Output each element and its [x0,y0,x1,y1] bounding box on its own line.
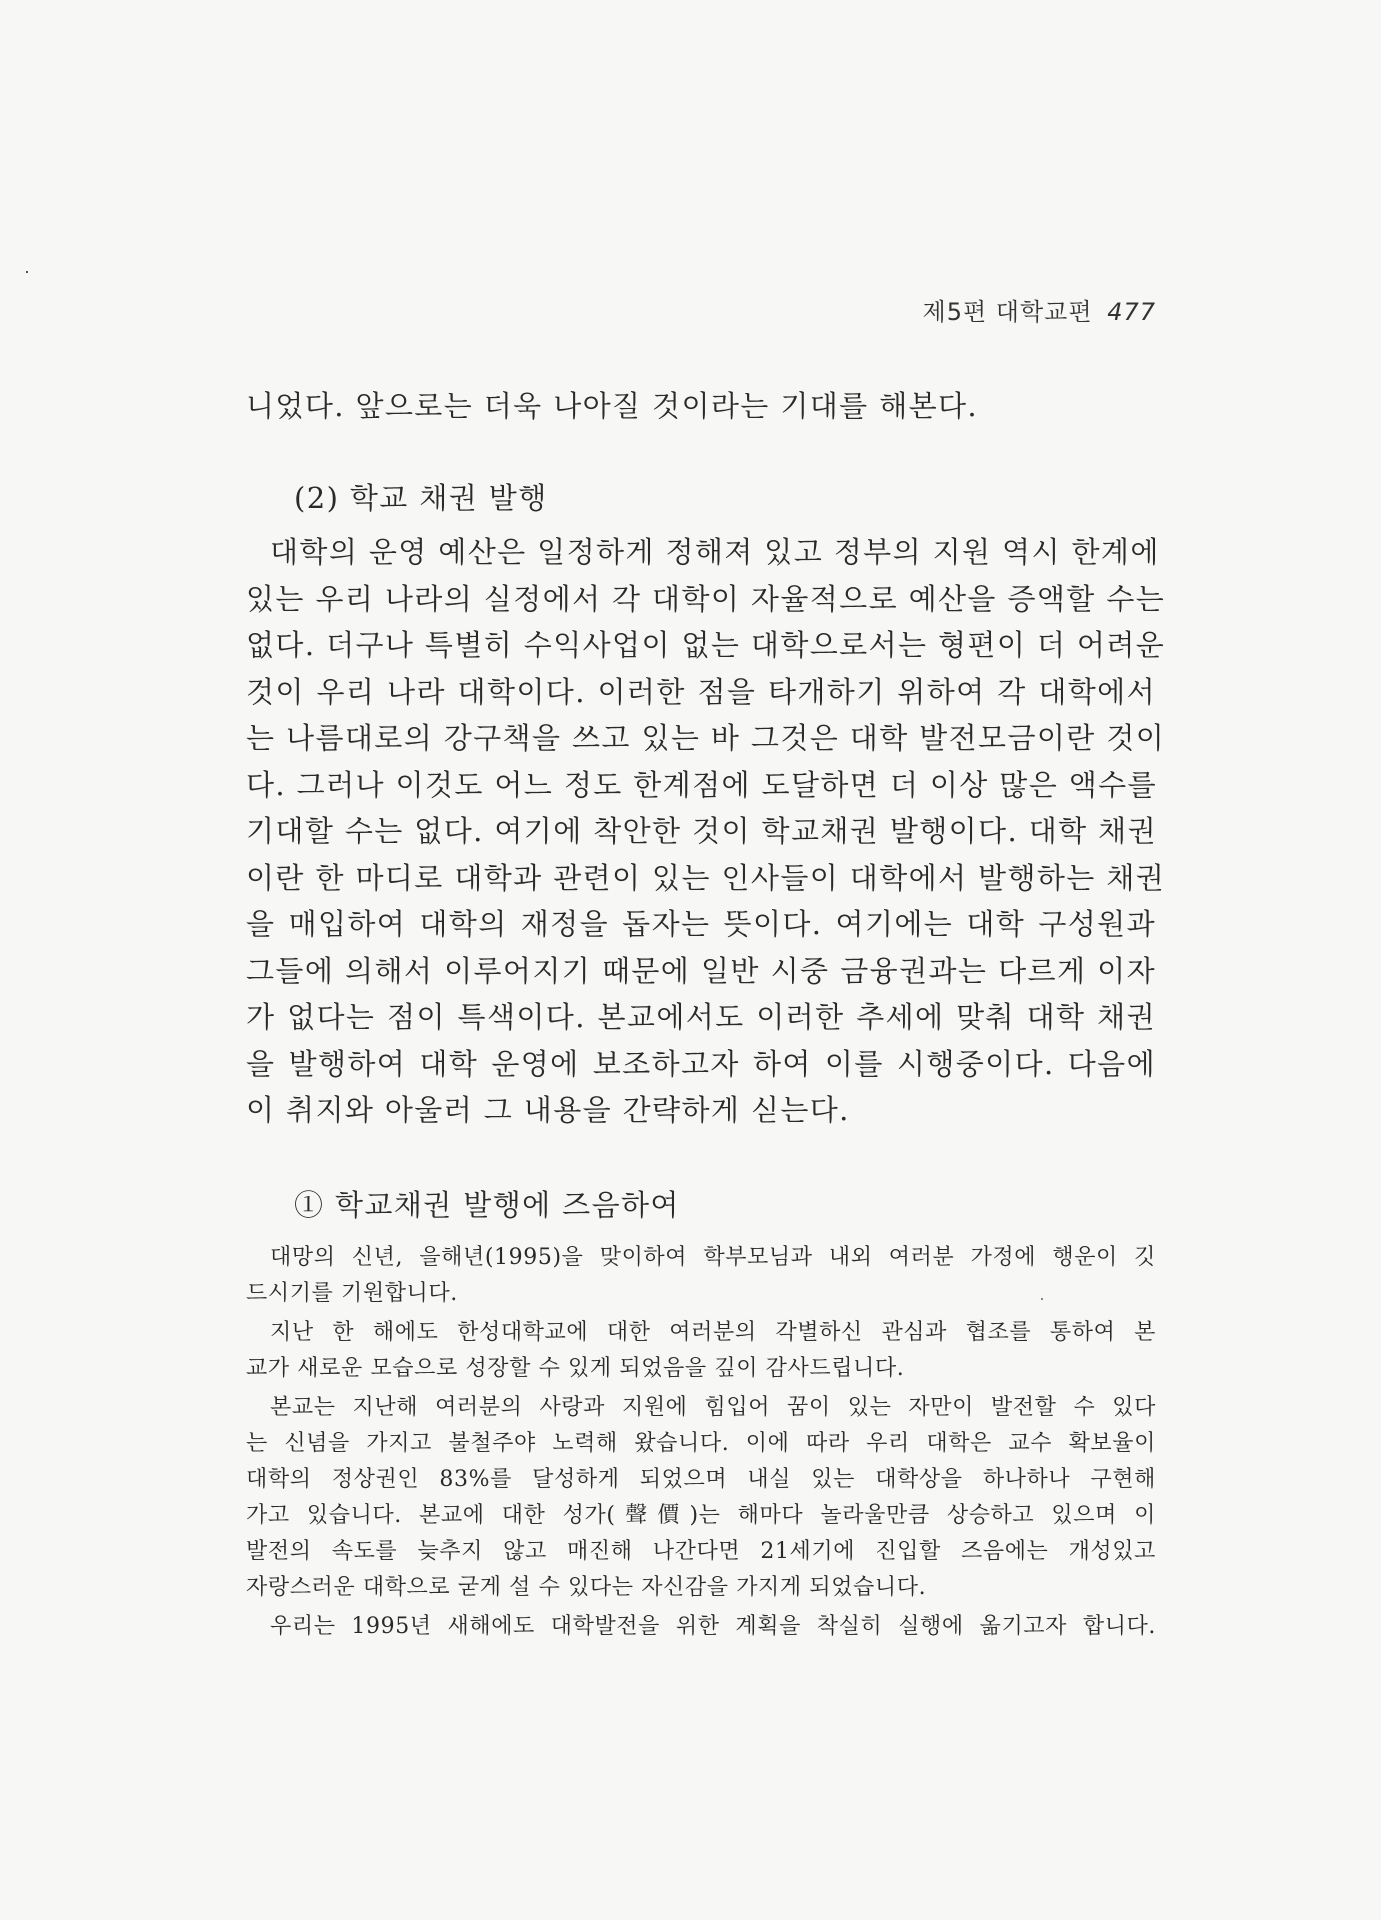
paragraph-line: 을 매입하여 대학의 재정을 돕자는 뜻이다. 여기에는 대학 구성원과 [246,907,1156,941]
paragraph-line: 대학의 운영 예산은 일정하게 정해져 있고 정부의 지원 역시 한계에 [270,535,1160,569]
letter-line: 자랑스러운 대학으로 굳게 설 수 있다는 자신감을 가지게 되었습니다. [246,1575,927,1600]
letter-line: 대망의 신년, 을해년(1995)을 맞이하여 학부모님과 내외 여러분 가정에 행운이 깃 [270,1245,1156,1270]
scan-speck [26,271,28,273]
paragraph-line: 가 없다는 점이 특색이다. 본교에서도 이러한 추세에 맞춰 대학 채권 [246,1000,1156,1034]
paragraph-line: 는 나름대로의 강구책을 쓰고 있는 바 그것은 대학 발전모금이란 것이 [246,721,1166,755]
section-heading: (2) 학교 채권 발행 [294,481,548,515]
paragraph-line: 다. 그러나 이것도 어느 정도 한계점에 도달하면 더 이상 많은 액수를 [246,768,1157,802]
letter-line: 대학의 정상권인 83%를 달성하게 되었으며 내실 있는 대학상을 하나하나 구현해 [246,1467,1156,1492]
intro-line: 니었다. 앞으로는 더욱 나아질 것이라는 기대를 해본다. [246,389,979,423]
header-section-title: 제5편 대학교편 [922,298,1093,326]
letter-line: 가고 있습니다. 본교에 대한 성가(聲價)는 해마다 놀라울만큼 상승하고 있으며 이 [246,1503,1156,1528]
paragraph-line: 있는 우리 나라의 실정에서 각 대학이 자율적으로 예산을 증액할 수는 [246,582,1166,616]
paragraph-line: 이란 한 마디로 대학과 관련이 있는 인사들이 대학에서 발행하는 채권 [246,861,1166,895]
letter-line: 교가 새로운 모습으로 성장할 수 있게 되었음을 깊이 감사드립니다. [246,1356,905,1381]
paragraph-line: 그들에 의해서 이루어지기 때문에 일반 시중 금융권과는 다르게 이자 [246,954,1156,988]
paragraph-line: 이 취지와 아울러 그 내용을 간략하게 싣는다. [246,1093,850,1127]
paragraph-line: 을 발행하여 대학 운영에 보조하고자 하여 이를 시행중이다. 다음에 [246,1047,1156,1081]
letter-line: 지난 한 해에도 한성대학교에 대한 여러분의 각별하신 관심과 협조를 통하여 본 [270,1320,1156,1345]
paragraph-line: 것이 우리 나라 대학이다. 이러한 점을 타개하기 위하여 각 대학에서 [246,675,1156,709]
letter-line: 는 신념을 가지고 불철주야 노력해 왔습니다. 이에 따라 우리 대학은 교수 확보율이 [246,1431,1156,1456]
page-number: 477 [1107,298,1156,326]
letter-line: 발전의 속도를 늦추지 않고 매진해 나간다면 21세기에 진입할 즈음에는 개성있고 [246,1539,1156,1564]
letter-line: 드시기를 기원합니다. [246,1281,458,1306]
paragraph-line: 없다. 더구나 특별히 수익사업이 없는 대학으로서는 형편이 더 어려운 [246,628,1166,662]
running-header [923,292,1156,327]
paragraph-line: 기대할 수는 없다. 여기에 착안한 것이 학교채권 발행이다. 대학 채권 [246,814,1157,848]
letter-line: 본교는 지난해 여러분의 사랑과 지원에 힘입어 꿈이 있는 자만이 발전할 수 있다 [270,1395,1156,1420]
letter-line: 우리는 1995년 새해에도 대학발전을 위한 계획을 착실히 실행에 옮기고자 합니다. [270,1614,1156,1639]
subsection-heading: ① 학교채권 발행에 즈음하여 [294,1188,680,1222]
